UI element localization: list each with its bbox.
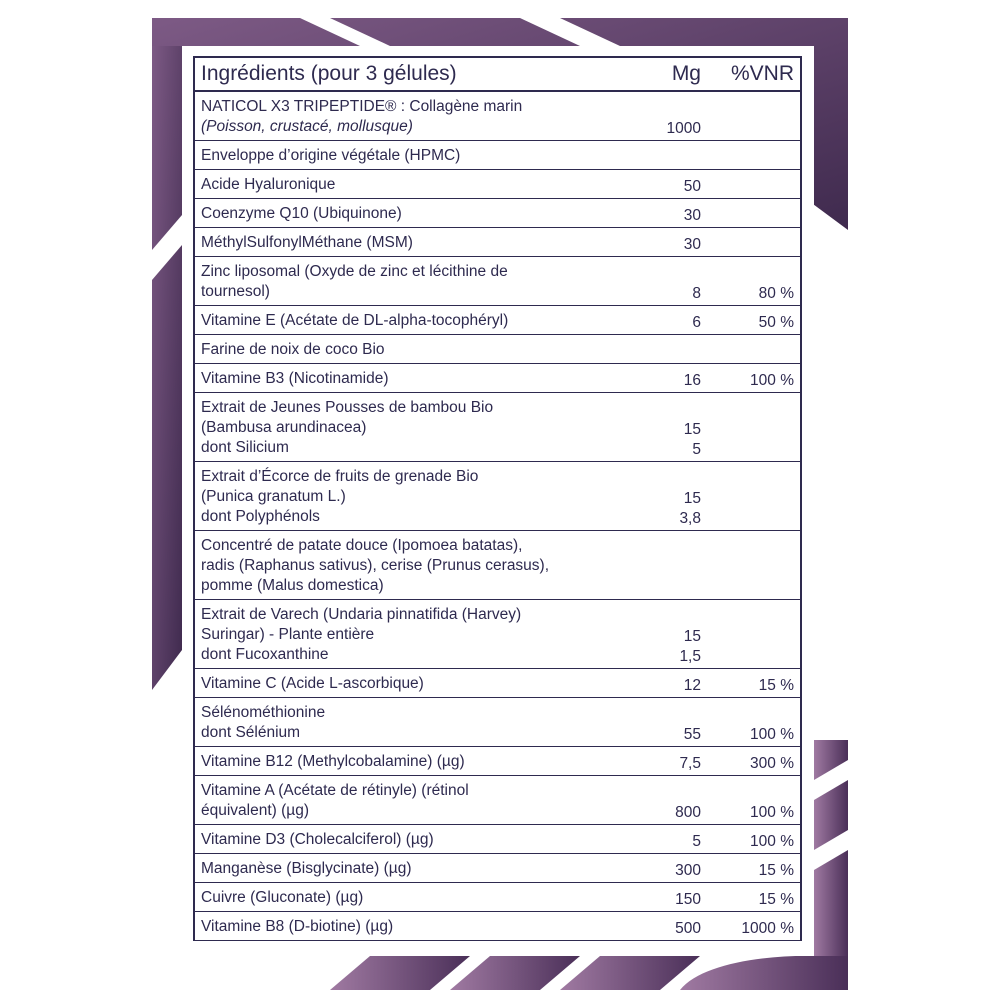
ingredient-name-line: radis (Raphanus sativus), cerise (Prunus cerasus), bbox=[201, 557, 550, 574]
table-row bbox=[194, 600, 801, 669]
ingredient-mg-cell bbox=[639, 854, 709, 883]
ingredient-name-line: pomme (Malus domestica) bbox=[201, 577, 384, 594]
ingredient-vnr-value: 100 % bbox=[750, 726, 794, 743]
header-vnr: %VNR bbox=[709, 57, 801, 91]
ingredient-mg-value: 15 bbox=[683, 628, 701, 645]
table-row bbox=[194, 462, 801, 531]
ingredient-mg-cell bbox=[639, 883, 709, 912]
decor-stripe-bottom-3 bbox=[560, 956, 700, 990]
ingredient-name-line: Manganèse (Bisglycinate) (µg) bbox=[201, 860, 412, 877]
ingredient-vnr-cell bbox=[709, 462, 801, 531]
ingredient-name-line: (Poisson, crustacé, mollusque) bbox=[201, 118, 413, 135]
ingredient-vnr-cell bbox=[709, 825, 801, 854]
ingredients-table bbox=[193, 56, 802, 941]
ingredient-name-cell bbox=[194, 600, 639, 669]
table-header-row bbox=[194, 57, 801, 91]
ingredient-name-cell bbox=[194, 531, 639, 600]
ingredient-vnr-value: 1000 % bbox=[741, 920, 794, 937]
ingredient-name-cell bbox=[194, 141, 639, 170]
ingredient-name-cell bbox=[194, 698, 639, 747]
ingredient-vnr-value: 100 % bbox=[750, 372, 794, 389]
decor-stripe-bottom-1 bbox=[330, 956, 470, 990]
ingredient-mg-cell bbox=[639, 199, 709, 228]
ingredient-vnr-cell bbox=[709, 747, 801, 776]
ingredient-name-line: Vitamine C (Acide L-ascorbique) bbox=[201, 675, 424, 692]
table-row bbox=[194, 669, 801, 698]
ingredient-name-cell bbox=[194, 257, 639, 306]
decor-stripe-right-1 bbox=[814, 740, 848, 780]
ingredient-name-cell bbox=[194, 306, 639, 335]
ingredient-mg-cell bbox=[639, 600, 709, 669]
ingredient-name-cell bbox=[194, 364, 639, 393]
ingredient-vnr-cell bbox=[709, 669, 801, 698]
ingredient-name-cell bbox=[194, 199, 639, 228]
ingredient-mg-value: 1,5 bbox=[679, 648, 701, 665]
ingredient-mg-cell bbox=[639, 825, 709, 854]
table-row bbox=[194, 141, 801, 170]
ingredient-name-line: Suringar) - Plante entière bbox=[201, 626, 375, 643]
ingredient-name-line: Vitamine B3 (Nicotinamide) bbox=[201, 370, 389, 387]
ingredient-mg-value: 12 bbox=[683, 677, 701, 694]
ingredient-name-line: dont Silicium bbox=[201, 439, 289, 456]
ingredient-name-line: Farine de noix de coco Bio bbox=[201, 341, 385, 358]
ingredient-name-line: Vitamine B12 (Methylcobalamine) (µg) bbox=[201, 753, 465, 770]
ingredient-name-line: Enveloppe d’origine végétale (HPMC) bbox=[201, 147, 461, 164]
ingredient-mg-value: 16 bbox=[683, 372, 701, 389]
ingredient-name-cell bbox=[194, 776, 639, 825]
ingredient-vnr-cell bbox=[709, 306, 801, 335]
ingredient-name-line: Zinc liposomal (Oxyde de zinc et lécithine de bbox=[201, 263, 508, 280]
header-ingredients: Ingrédients (pour 3 gélules) bbox=[194, 57, 639, 91]
ingredient-mg-value: 6 bbox=[692, 314, 701, 331]
ingredient-vnr-cell bbox=[709, 393, 801, 462]
ingredient-mg-cell bbox=[639, 776, 709, 825]
table-row bbox=[194, 91, 801, 141]
ingredient-mg-cell bbox=[639, 91, 709, 141]
ingredient-vnr-cell bbox=[709, 91, 801, 141]
ingredient-name-line: tournesol) bbox=[201, 283, 270, 300]
ingredient-name-line: Concentré de patate douce (Ipomoea batatas), bbox=[201, 537, 523, 554]
ingredient-vnr-cell bbox=[709, 257, 801, 306]
decor-shape-left bbox=[152, 46, 182, 690]
ingredient-vnr-cell bbox=[709, 776, 801, 825]
ingredient-name-line: NATICOL X3 TRIPEPTIDE® : Collagène marin bbox=[201, 98, 523, 115]
ingredient-mg-cell bbox=[639, 306, 709, 335]
table-row bbox=[194, 776, 801, 825]
ingredient-vnr-cell bbox=[709, 912, 801, 941]
table-row bbox=[194, 228, 801, 257]
ingredient-mg-value: 5 bbox=[692, 833, 701, 850]
ingredient-name-cell bbox=[194, 669, 639, 698]
table-row bbox=[194, 854, 801, 883]
ingredient-vnr-value: 15 % bbox=[758, 677, 794, 694]
table-row bbox=[194, 912, 801, 941]
ingredient-name-cell bbox=[194, 912, 639, 941]
ingredient-name-cell bbox=[194, 170, 639, 199]
ingredient-mg-cell bbox=[639, 364, 709, 393]
ingredient-mg-cell bbox=[639, 669, 709, 698]
ingredient-vnr-cell bbox=[709, 141, 801, 170]
ingredient-vnr-cell bbox=[709, 170, 801, 199]
ingredient-vnr-value: 15 % bbox=[758, 891, 794, 908]
ingredient-name-line: Extrait de Varech (Undaria pinnatifida (Harvey) bbox=[201, 606, 522, 623]
ingredient-mg-value: 800 bbox=[675, 804, 701, 821]
ingredient-name-line: MéthylSulfonylMéthane (MSM) bbox=[201, 234, 413, 251]
ingredient-name-cell bbox=[194, 854, 639, 883]
decor-stripe-right-2 bbox=[814, 780, 848, 850]
ingredient-mg-cell bbox=[639, 228, 709, 257]
ingredient-vnr-cell bbox=[709, 531, 801, 600]
table-body bbox=[194, 91, 801, 941]
ingredient-mg-cell bbox=[639, 257, 709, 306]
ingredient-vnr-value: 100 % bbox=[750, 804, 794, 821]
ingredient-name-cell bbox=[194, 825, 639, 854]
ingredient-mg-value: 300 bbox=[675, 862, 701, 879]
ingredient-mg-value: 5 bbox=[692, 441, 701, 458]
ingredient-vnr-cell bbox=[709, 335, 801, 364]
ingredient-name-line: dont Sélénium bbox=[201, 724, 301, 741]
ingredient-name-line: Vitamine B8 (D-biotine) (µg) bbox=[201, 918, 394, 935]
ingredient-name-line: Vitamine A (Acétate de rétinyle) (rétinol bbox=[201, 782, 469, 799]
ingredient-vnr-value: 100 % bbox=[750, 833, 794, 850]
ingredient-mg-value: 30 bbox=[683, 236, 701, 253]
ingredient-mg-value: 55 bbox=[683, 726, 701, 743]
ingredient-mg-value: 3,8 bbox=[679, 510, 701, 527]
ingredient-vnr-cell bbox=[709, 364, 801, 393]
ingredient-mg-cell bbox=[639, 462, 709, 531]
ingredient-name-line: (Punica granatum L.) bbox=[201, 488, 346, 505]
ingredient-name-line: Cuivre (Gluconate) (µg) bbox=[201, 889, 364, 906]
ingredient-vnr-value: 300 % bbox=[750, 755, 794, 772]
ingredient-vnr-value: 50 % bbox=[758, 314, 794, 331]
ingredient-mg-cell bbox=[639, 393, 709, 462]
decor-swirl-bottom bbox=[680, 956, 848, 990]
ingredient-vnr-value: 80 % bbox=[758, 285, 794, 302]
ingredient-vnr-cell bbox=[709, 883, 801, 912]
ingredient-name-line: dont Fucoxanthine bbox=[201, 646, 329, 663]
ingredient-name-line: équivalent) (µg) bbox=[201, 802, 310, 819]
ingredient-mg-cell bbox=[639, 141, 709, 170]
ingredient-mg-cell bbox=[639, 335, 709, 364]
table-row bbox=[194, 747, 801, 776]
table-row bbox=[194, 364, 801, 393]
ingredient-name-cell bbox=[194, 747, 639, 776]
ingredient-mg-cell bbox=[639, 531, 709, 600]
ingredient-name-line: Extrait d’Écorce de fruits de grenade Bio bbox=[201, 468, 479, 485]
ingredient-name-line: dont Polyphénols bbox=[201, 508, 320, 525]
ingredient-name-line: Vitamine E (Acétate de DL-alpha-tocophéryl) bbox=[201, 312, 509, 329]
ingredient-vnr-cell bbox=[709, 854, 801, 883]
ingredient-vnr-cell bbox=[709, 199, 801, 228]
ingredient-vnr-cell bbox=[709, 228, 801, 257]
table-row bbox=[194, 883, 801, 912]
ingredient-mg-value: 30 bbox=[683, 207, 701, 224]
ingredient-name-cell bbox=[194, 883, 639, 912]
ingredient-vnr-cell bbox=[709, 600, 801, 669]
ingredient-name-line: Acide Hyaluronique bbox=[201, 176, 336, 193]
ingredient-mg-value: 8 bbox=[692, 285, 701, 302]
ingredient-mg-cell bbox=[639, 698, 709, 747]
header-mg: Mg bbox=[639, 57, 709, 91]
ingredient-name-line: Vitamine D3 (Cholecalciferol) (µg) bbox=[201, 831, 434, 848]
ingredient-mg-value: 150 bbox=[675, 891, 701, 908]
table-row bbox=[194, 393, 801, 462]
ingredient-name-line: (Bambusa arundinacea) bbox=[201, 419, 367, 436]
ingredient-mg-value: 500 bbox=[675, 920, 701, 937]
ingredient-name-line: Extrait de Jeunes Pousses de bambou Bio bbox=[201, 399, 494, 416]
table-row bbox=[194, 825, 801, 854]
ingredient-mg-value: 7,5 bbox=[679, 755, 701, 772]
ingredient-mg-value: 1000 bbox=[666, 120, 701, 137]
ingredient-mg-value: 15 bbox=[683, 421, 701, 438]
ingredient-name-cell bbox=[194, 228, 639, 257]
ingredient-vnr-value: 15 % bbox=[758, 862, 794, 879]
ingredient-name-line: Sélénométhionine bbox=[201, 704, 326, 721]
ingredient-name-cell bbox=[194, 91, 639, 141]
ingredient-name-cell bbox=[194, 335, 639, 364]
ingredient-mg-cell bbox=[639, 912, 709, 941]
table-row bbox=[194, 170, 801, 199]
decor-stripe-bottom-2 bbox=[450, 956, 580, 990]
table-row bbox=[194, 257, 801, 306]
ingredient-vnr-cell bbox=[709, 698, 801, 747]
table-row bbox=[194, 335, 801, 364]
ingredient-name-line: Coenzyme Q10 (Ubiquinone) bbox=[201, 205, 402, 222]
ingredient-mg-cell bbox=[639, 170, 709, 199]
table-row bbox=[194, 531, 801, 600]
ingredient-name-cell bbox=[194, 393, 639, 462]
ingredient-mg-value: 50 bbox=[683, 178, 701, 195]
ingredient-mg-cell bbox=[639, 747, 709, 776]
table-row bbox=[194, 199, 801, 228]
table-row bbox=[194, 698, 801, 747]
ingredient-name-cell bbox=[194, 462, 639, 531]
table-row bbox=[194, 306, 801, 335]
ingredient-mg-value: 15 bbox=[683, 490, 701, 507]
